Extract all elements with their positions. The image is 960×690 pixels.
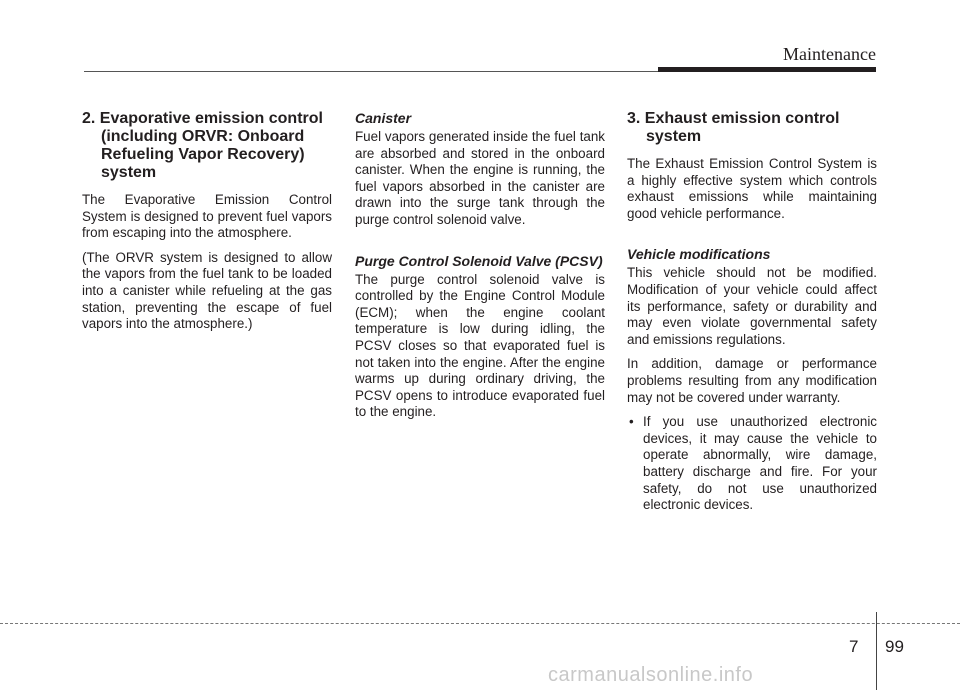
exhaust-intro-paragraph: The Exhaust Emission Control System is a highly effective system which controls exhaust emissions while maintaining good vehicle performance. (627, 156, 877, 221)
bullet-dot-icon: • (629, 414, 634, 430)
pcsv-paragraph: The purge control solenoid valve is controlled by the Engine Control Module (ECM); when the engine coolant temperature is low during idling, the PCSV closes so that evaporated fuel is not taken into the engine. After the engine warms up during ordinary driving, the PCSV opens to introduce evaporated fuel to the engine. (355, 271, 605, 420)
pcsv-heading: Purge Control Solenoid Valve (PCSV) (355, 252, 603, 269)
page-header-title: Maintenance (783, 44, 876, 64)
watermark: carmanualsonline.info (548, 664, 754, 686)
exhaust-heading: 3. Exhaust emission control system (627, 110, 840, 145)
column-middle (355, 110, 605, 429)
footer-vertical-rule (876, 612, 877, 690)
footer-divider (0, 623, 960, 624)
warning-bullet-item (627, 414, 877, 514)
page-number: 99 (885, 637, 904, 656)
column-left (82, 110, 332, 341)
vehicle-modifications-heading: Vehicle modifications (627, 246, 771, 263)
header-rule (84, 71, 676, 72)
chapter-number: 7 (849, 637, 859, 656)
header-rule-accent (658, 67, 876, 72)
evaporative-paragraph-1: The Evaporative Emission Control System is designed to prevent fuel vapors from escaping into the atmosphere. (82, 192, 332, 241)
evaporative-paragraph-2: (The ORVR system is designed to allow the vapors from the fuel tank to be loaded into a canister while refueling at the gas station, preventing the escape of fuel vapors into the atmosphere.) (82, 249, 332, 332)
bullet-text: If you use unauthorized electronic devices, it may cause the vehicle to operate abnormally, wire damage, battery discharge and fire. For your safety, do not use unauthorized electronic devices. (643, 414, 877, 513)
evaporative-heading: 2. Evaporative emission control (including ORVR: Onboard Refueling Vapor Recovery) system (82, 110, 323, 181)
modifications-paragraph-1: This vehicle should not be modified. Modification of your vehicle could affect its performance, safety or durability and may even violate governmental safety and emissions regulations. (627, 265, 877, 347)
canister-paragraph: Fuel vapors generated inside the fuel tank are absorbed and stored in the onboard canister. When the engine is running, the fuel vapors absorbed in the canister are drawn into the surge tank through the purge control solenoid valve. (355, 129, 605, 227)
canister-heading: Canister (355, 110, 412, 126)
modifications-paragraph-2: In addition, damage or performance problems resulting from any modification may not be covered under warranty. (627, 356, 877, 405)
column-right (627, 110, 877, 514)
